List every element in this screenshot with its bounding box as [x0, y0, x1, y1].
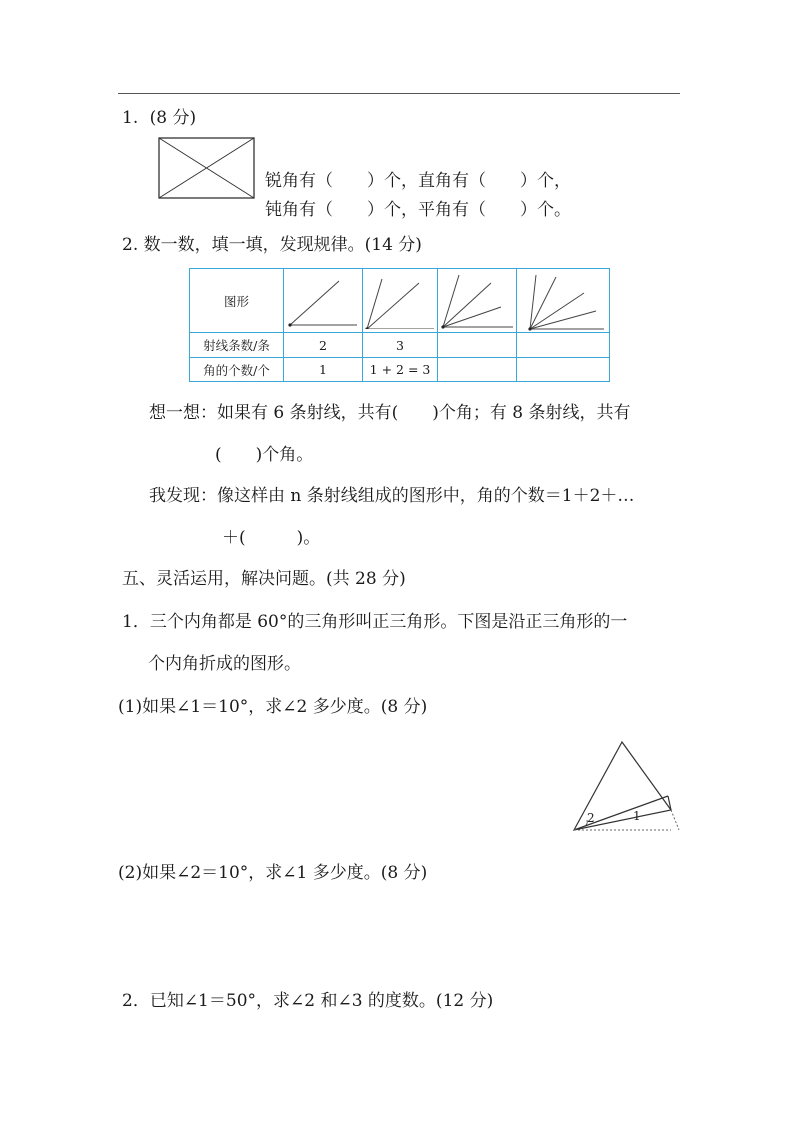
figure-five-rays [517, 269, 610, 333]
q1-number: 1. [122, 108, 139, 128]
angle-1-label: 1 [633, 809, 641, 823]
ray-angle-table [189, 268, 610, 382]
section-5-heading: 五、灵活运用，解决问题。(共 28 分) [122, 569, 406, 589]
problem-2: 2．已知∠1＝50°，求∠2 和∠3 的度数。(12 分) [122, 991, 494, 1011]
table-label-figure: 图形 [190, 269, 284, 333]
figure-four-rays [438, 269, 517, 333]
problem-1-line-1: 1．三个内角都是 60°的三角形叫正三角形。下图是沿正三角形的一 [122, 612, 628, 632]
q1-answer-line-a: 锐角有（ ）个，直角有（ ）个， [265, 171, 571, 191]
q2-think-line-1: 想一想：如果有 6 条射线，共有( )个角；有 8 条射线，共有 [149, 403, 631, 423]
rays-cell [517, 333, 610, 358]
q2-think-line-2: ( )个角。 [215, 445, 314, 465]
folded-triangle-figure [565, 738, 685, 836]
table-label-rays: 射线条数/条 [190, 333, 284, 358]
problem-1-sub-2: (2)如果∠2＝10°，求∠1 多少度。(8 分) [118, 863, 428, 883]
problem-1-sub-1: (1)如果∠1＝10°，求∠2 多少度。(8 分) [118, 697, 428, 717]
angles-cell: 1 + 2 = 3 [363, 358, 438, 382]
rays-cell: 2 [284, 333, 363, 358]
figure-two-rays [284, 269, 363, 333]
figure-three-rays [363, 269, 438, 333]
q2-heading: 2. 数一数，填一填，发现规律。(14 分) [122, 235, 422, 255]
q2-find-line-2: ＋( )。 [222, 528, 321, 548]
q1-points: (8 分) [149, 108, 197, 128]
table-label-angles: 角的个数/个 [190, 358, 284, 382]
q1-heading [122, 107, 196, 129]
q2-find-line-1: 我发现：像这样由 n 条射线组成的图形中，角的个数＝1＋2＋… [149, 486, 635, 506]
rays-cell: 3 [363, 333, 438, 358]
q1-answer-line-b: 钝角有（ ）个，平角有（ ）个。 [265, 200, 571, 220]
rays-cell [438, 333, 517, 358]
rectangle-diagonals-figure [158, 137, 255, 199]
top-rule [118, 93, 680, 94]
angles-cell [438, 358, 517, 382]
problem-1-line-2: 个内角折成的图形。 [148, 654, 301, 674]
angles-cell [517, 358, 610, 382]
angle-2-label: 2 [587, 811, 595, 825]
angles-cell: 1 [284, 358, 363, 382]
